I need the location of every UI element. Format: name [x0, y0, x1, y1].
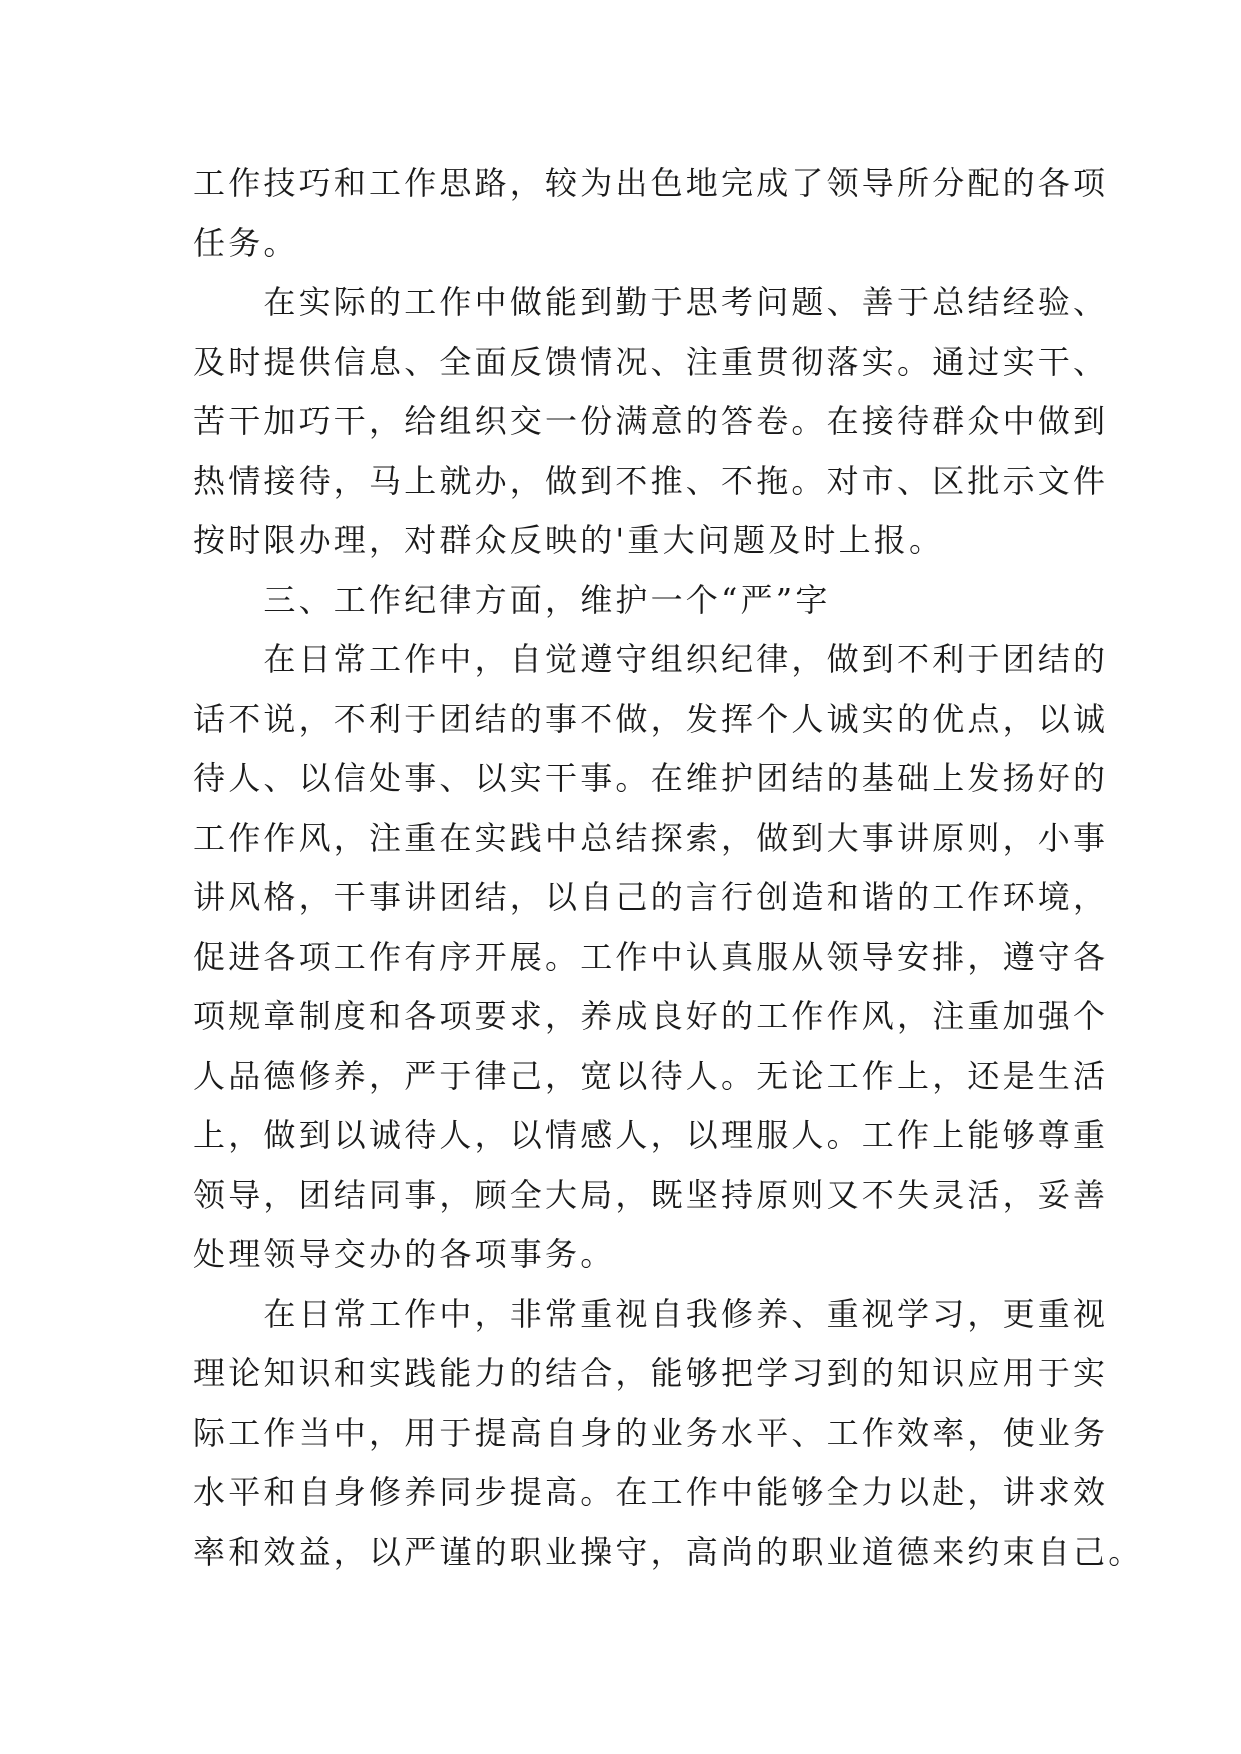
text-line: 处理领导交办的各项事务。 — [193, 1235, 616, 1273]
text-line: 工作作风，注重在实践中总结探索，做到大事讲原则，小事 — [193, 818, 1109, 857]
text-line: 促进各项工作有序开展。工作中认真服从领导安排，遵守各 — [193, 937, 1109, 976]
text-line: 上，做到以诚待人，以情感人，以理服人。工作上能够尊重 — [193, 1116, 1109, 1154]
text-line: 项规章制度和各项要求，养成良好的工作作风，注重加强个 — [193, 997, 1109, 1035]
text-line: 人品德修养，严于律己，宽以待人。无论工作上，还是生活 — [193, 1056, 1109, 1095]
text-line: 在日常工作中，自觉遵守组织纪律，做到不利于团结的 — [193, 640, 1109, 678]
text-line: 水平和自身修养同步提高。在工作中能够全力以赴，讲求效 — [193, 1473, 1109, 1511]
text-line: 率和效益，以严谨的职业操守，高尚的职业道德来约束自己。 — [193, 1532, 1144, 1571]
text-line: 讲风格，干事讲团结，以自己的言行创造和谐的工作环境， — [193, 878, 1109, 916]
text-line: 待人、以信处事、以实干事。在维护团结的基础上发扬好的 — [193, 759, 1109, 797]
text-line: 理论知识和实践能力的结合，能够把学习到的知识应用于实 — [193, 1354, 1109, 1392]
text-line: 苦干加巧干，给组织交一份满意的答卷。在接待群众中做到 — [193, 402, 1109, 440]
text-line: 在实际的工作中做能到勤于思考问题、善于总结经验、 — [193, 283, 1109, 321]
section-heading: 三、工作纪律方面，维护一个“严”字 — [193, 580, 831, 619]
text-line: 任务。 — [193, 223, 299, 262]
body-text — [193, 154, 1144, 1582]
text-line: 领导，团结同事，顾全大局，既坚持原则又不失灵活，妥善 — [193, 1175, 1109, 1214]
text-line: 话不说，不利于团结的事不做，发挥个人诚实的优点，以诚 — [193, 699, 1109, 738]
text-line: 热情接待，马上就办，做到不推、不拖。对市、区批示文件 — [193, 461, 1109, 500]
text-line: 及时提供信息、全面反馈情况、注重贯彻落实。通过实干、 — [193, 342, 1109, 381]
text-line: 工作技巧和工作思路，较为出色地完成了领导所分配的各项 — [193, 164, 1109, 202]
text-line: 在日常工作中，非常重视自我修养、重视学习，更重视 — [193, 1294, 1109, 1333]
text-line: 按时限办理，对群众反映的'重大问题及时上报。 — [193, 521, 945, 559]
text-line: 际工作当中，用于提高自身的业务水平、工作效率，使业务 — [193, 1413, 1109, 1452]
